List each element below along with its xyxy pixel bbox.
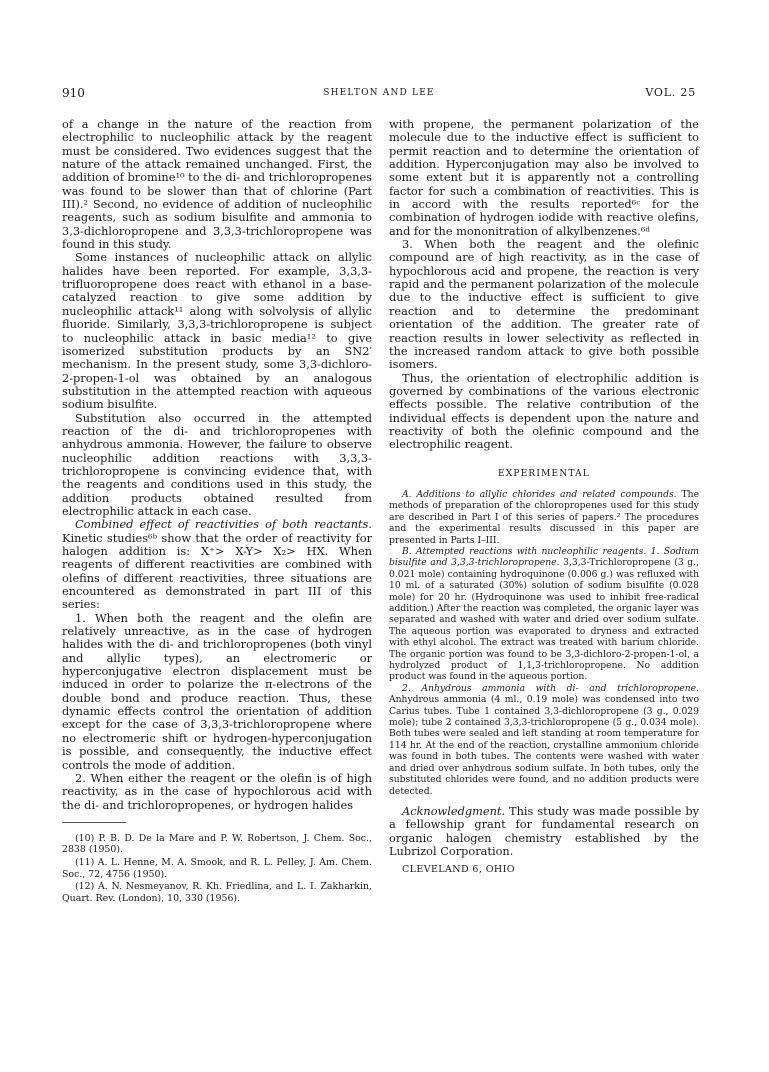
paragraph: 3. When both the reagent and the olefinic compound are of high reactivity, as in the case of hypochlorous acid and propene, the reaction is very rapid and the permanent polarization of the molecule due to the inductive effect is sufficient to give reaction and to determine the predominant orientation of the addition. The greater rate of reaction results in lower selectivity as reflected in the increased random attack to give both possible isomers. [389, 237, 699, 372]
paragraph: Substitution also occurred in the attempted reaction of the di- and trichloropropenes with anhydrous ammonia. However, the failure to observe nucleophilic addition reactions with 3,3,3-trichloropropene is convincing evidence that, with the reagents and conditions used in this study, the addition products obtained resulted from electrophilic attack in each case. [62, 410, 372, 518]
experimental-section [389, 489, 699, 797]
paragraph-heading: Combined effect of reactivities of both reactants. [75, 517, 372, 532]
paragraph [389, 489, 699, 546]
paragraph-heading: B. Attempted reactions with nucleophilic reagents. 1. Sodium bisulfite and 3,3,3-trichloropropene. [389, 545, 699, 569]
paragraph-heading: A. Additions to allylic chlorides and related compounds. [402, 488, 677, 500]
paragraph [389, 546, 699, 683]
footnotes [62, 833, 372, 905]
running-title: SHELTON AND LEE [323, 88, 435, 98]
acknowledgment [389, 805, 699, 858]
paragraph: Thus, the orientation of electrophilic addition is governed by combinations of the various electronic effects possible. The relative contribution of the individual effects is dependent upon the nature and reactivity of both the olefinic compound and the electrophilic reagent. [389, 370, 699, 452]
volume-label: VOL. 25 [645, 86, 696, 99]
page-number: 910 [62, 86, 85, 100]
paragraph: 2. When either the reagent or the olefin is of high reactivity, as in the case of hypochlorous acid with the di- and trichloropropenes, or hydrogen halides [62, 770, 372, 812]
page-header [62, 86, 696, 102]
paragraph-heading: 2. Anhydrous ammonia with di- and trichloropropene. [402, 682, 699, 694]
footnote: (12) A. N. Nesmeyanov, R. Kh. Friedlina, and L. I. Zakharkin, Quart. Rev. (London), 10, 330 (1956). [62, 881, 372, 904]
left-column [62, 118, 372, 905]
paragraph [389, 805, 699, 858]
paragraph: 1. When both the reagent and the olefin are relatively unreactive, as in the case of hydrogen halides with the di- and trichloropropenes (both vinyl and allylic types), an electromeric or hyperconjugative electron displacement must be induced in order to polarize the π-electrons of the double bond and produce reaction. Thus, these dynamic effects control the orientation of addition except for the case of 3,3,3-trichloropropene where no electromeric shift or hydrogen-hyperconjugation is possible, and consequently, the inductive effect controls the mode of addition. [62, 610, 372, 772]
affiliation-place: CLEVELAND 6, OHIO [402, 864, 515, 876]
paragraph-text: Anhydrous ammonia (4 ml., 0.19 mole) was condensed into two Carius tubes. Tube 1 contained 3,3-dichloropropene (3 g., 0.029 mole); tube 2 contained 3,3,3-trichloropropene (5 g., 0.034 mole). Both tubes were sealed and left standing at room temperature for 114 hr. At the end of the reaction, crystalline ammonium chloride was found in both tubes. The contents were washed with water and dried over anhydrous sodium sulfate. In both tubes, only the substituted chlorides were found, and no addition products were detected. [389, 694, 699, 797]
footnote-divider [62, 822, 126, 823]
paragraph [389, 683, 699, 797]
footnote: (11) A. L. Henne, M. A. Smook, and R. L. Pelley, J. Am. Chem. Soc., 72, 4756 (1950). [62, 857, 372, 880]
paragraph: Some instances of nucleophilic attack on allylic halides have been reported. For example, 3,3,3-trifluoropropene does react with ethanol in a base-catalyzed reaction to give some addition by nucleophilic attack¹¹ along with solvolysis of allylic fluoride. Similarly, 3,3,3-trichloropropene is subject to nucleophilic attack in basic media¹² to give isomerized substitution products by an SN2′ mechanism. In the present study, some 3,3-dichloro-2-propen-1-ol was obtained by an analogous substitution in the attempted reaction with aqueous sodium bisulfite. [62, 250, 372, 412]
paragraph-text: This study was made possible by a fellowship grant for fundamental research on organic halogen chemistry established by the Lubrizol Corporation. [389, 803, 699, 858]
paragraph-text: 3,3,3-Trichloropropene (3 g., 0.021 mole) containing hydroquinone (0.006 g.) was refluxed with 10 ml. of a saturated (30%) solution of sodium bisulfite (0.028 mole) for 20 hr. (Hydroquinone was used to inhibit free-radical addition.) After the reaction was completed, the organic layer was separated and washed with water and dried over sodium sulfate. The aqueous portion was evaporated to dryness and extracted with ethyl alcohol. The extract was treated with barium chloride. The organic portion was found to be 3,3-dichloro-2-propen-1-ol, a hydrolyzed product of 1,1,3-trichloropropene. No addition product was found in the aqueous portion. [389, 557, 699, 683]
paragraph: with propene, the permanent polarization of the molecule due to the inductive effect is sufficient to permit reaction and to determine the orientation of addition. Hyperconjugation may also be involved to some extent but it is apparently not a controlling factor for such a combination of reactivities. This is in accord with the results reported⁶ᶜ for the combination of hydrogen iodide with reactive olefins, and for the mononitration of alkylbenzenes.⁶ᵈ [389, 117, 699, 238]
paragraph: of a change in the nature of the reaction from electrophilic to nucleophilic attack by the reagent must be considered. Two evidences suggest that the nature of the attack remained unchanged. First, the addition of bromine¹⁰ to the di- and trichloropropenes was found to be slower than that of chlorine (Part III).² Second, no evidence of addition of nucleophilic reagents, such as sodium bisulfite and ammonia to 3,3-dichloropropene and 3,3,3-trichloropropene was found in this study. [62, 117, 372, 252]
paragraph-text: The methods of preparation of the chloropropenes used for this study are described in Part I of this series of papers.² The procedures and the experimental results discussed in this paper are presented in Parts I–III. [389, 488, 700, 546]
paragraph [62, 518, 372, 611]
paragraph-heading: Acknowledgment. [402, 803, 506, 818]
section-heading: EXPERIMENTAL [498, 468, 590, 479]
right-column [389, 118, 699, 877]
paragraph-text: Kinetic studies⁶ᵇ show that the order of reactivity for halogen addition is: X⁺> X-Y> X₂> HX. When reagents of different reactivities are combined with olefins of different reactivities, three situations are encountered as demonstrated in part III of this series: [62, 530, 372, 612]
footnote: (10) P. B. D. De la Mare and P. W. Robertson, J. Chem. Soc., 2838 (1950). [62, 832, 372, 856]
